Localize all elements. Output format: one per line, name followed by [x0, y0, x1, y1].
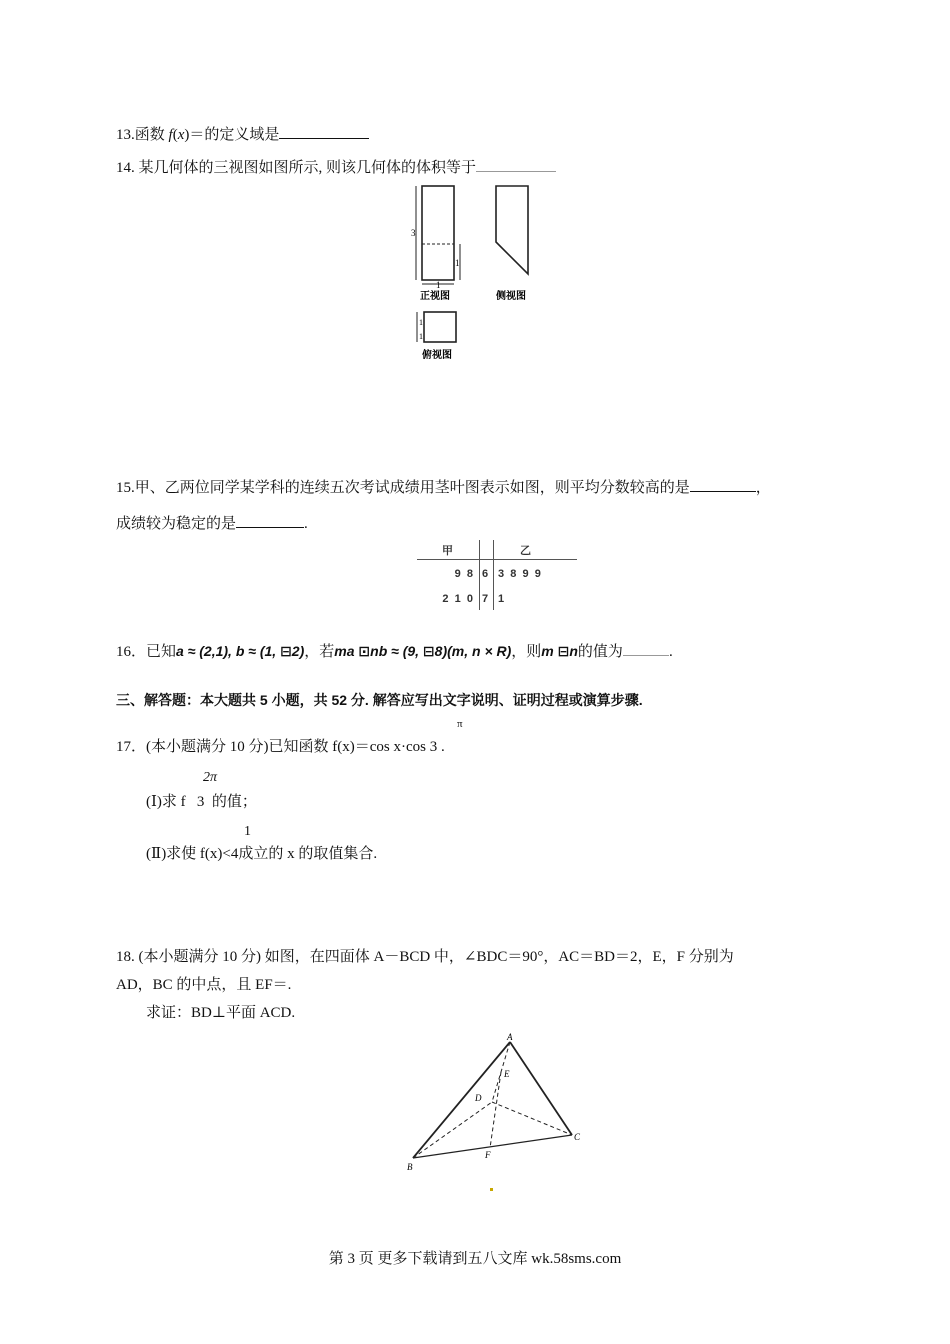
q15-comma: ，: [755, 480, 771, 496]
q18-line2: AD，BC 的中点，且 EF＝.: [116, 977, 292, 993]
q17-part1: (Ⅰ)求 f 3 的值；: [146, 794, 257, 810]
q13-func: f: [168, 127, 173, 143]
top-dim-label-1a: 1: [419, 318, 423, 327]
q17-pi-top: π: [457, 718, 463, 730]
q14-text: 14. 某几何体的三视图如图所示, 则该几何体的体积等于: [116, 160, 477, 176]
q13-prefix: 13.函数: [116, 127, 169, 143]
q18-line3: 求证：BD⊥平面 ACD.: [146, 1005, 296, 1021]
stem-leaf-plot: [417, 540, 577, 610]
q16-expr: m ⊟n: [541, 643, 578, 659]
stem-leaf-row2-stem: 7: [482, 593, 489, 605]
q16-mid: ，若: [304, 644, 335, 660]
top-view-label: 俯视图: [422, 350, 452, 361]
side-view-shape: [496, 186, 528, 274]
label-A: A: [507, 1032, 513, 1042]
q13-line: [116, 123, 369, 144]
q15-blank2: [236, 526, 304, 528]
q13-answer-blank: [279, 137, 369, 139]
dim-label-1-bottom: 1: [436, 280, 441, 290]
side-view-label: 侧视图: [496, 291, 526, 302]
label-B: B: [407, 1162, 413, 1172]
q16-vec1: a ≈ (2,1), b ≈ (1, ⊟2): [176, 643, 305, 659]
q15-text1: 15.甲、乙两位同学某学科的连续五次考试成绩用茎叶图表示如图，则平均分数较高的是: [116, 480, 690, 496]
section3-heading: 三、解答题：本大题共 5 小题，共 52 分. 解答应写出文字说明、证明过程或演算步骤.: [116, 692, 643, 708]
top-view-rect: [424, 312, 456, 342]
q13-suffix: ＝的定义域是: [189, 127, 280, 143]
edge-AC: [510, 1042, 572, 1135]
q13-var: x: [177, 127, 185, 143]
top-dim-label-1b: 1: [419, 332, 423, 341]
q18-line1: 18. (本小题满分 10 分) 如图，在四面体 A－BCD 中，∠BDC＝90°，AC＝BD＝2，E，F 分别为: [116, 949, 734, 965]
edge-AB: [413, 1042, 510, 1158]
segment-EF: [490, 1072, 501, 1148]
q17-line: 17．(本小题满分 10 分)已知函数 f(x)＝cos x·cos 3 .: [116, 739, 445, 755]
dim-label-3: 3: [411, 228, 416, 238]
q13-paren-open: (: [172, 127, 178, 143]
stem-leaf-hline: [417, 559, 577, 560]
stray-dot: [490, 1188, 493, 1191]
stem-leaf-vline-left: [479, 540, 480, 610]
label-D: D: [475, 1093, 482, 1103]
q17-part2: (Ⅱ)求使 f(x)<4成立的 x 的取值集合.: [146, 846, 378, 862]
stem-leaf-row1-left: 9 8: [454, 568, 473, 580]
label-E: E: [504, 1069, 510, 1079]
stem-leaf-header-right: 乙: [520, 545, 531, 557]
q16-line: 16．已知a ≈ (2,1), b ≈ (1, ⊟2)，若ma ⊡nb ≈ (9, ⊟8)(m, n × R)，则m ⊟n的值为 .: [116, 643, 673, 660]
stem-leaf-row1-stem: 6: [482, 568, 489, 580]
q14-line: [116, 156, 556, 177]
q15-line2: [116, 512, 308, 533]
edge-BC: [413, 1135, 572, 1158]
page-footer: 第 3 页 更多下载请到五八文库 wk.58sms.com: [328, 1251, 622, 1267]
q13-paren-close: ): [184, 127, 190, 143]
tetrahedron-figure: [400, 1030, 600, 1175]
q15-text2: 成绩较为稳定的是: [116, 516, 237, 532]
q14-answer-blank: [476, 170, 556, 172]
q17-part2-top: 1: [244, 824, 251, 839]
q16-prefix: 16．已知: [116, 644, 177, 660]
q15-blank1: [690, 490, 756, 492]
q15-period: .: [304, 516, 308, 532]
q16-mid2: ，则: [511, 644, 542, 660]
stem-leaf-vline-right: [493, 540, 494, 610]
label-C: C: [574, 1132, 581, 1142]
dim-label-1-right: 1: [455, 258, 460, 268]
q16-suffix: 的值为: [577, 644, 623, 660]
label-F: F: [485, 1150, 491, 1160]
stem-leaf-row2-left: 2 1 0: [442, 593, 473, 605]
three-view-figure: [410, 180, 560, 365]
stem-leaf-row2-right: 1: [498, 593, 505, 605]
q17-part1-top: 2π: [203, 770, 218, 785]
front-view-rect: [422, 186, 454, 280]
q16-blank: [623, 654, 669, 656]
front-view-label: 正视图: [420, 291, 450, 302]
q15-line1: [116, 476, 771, 497]
stem-leaf-header-left: 甲: [442, 545, 453, 557]
q16-vec2: ma ⊡nb ≈ (9, ⊟8)(m, n × R): [334, 643, 512, 659]
stem-leaf-row1-right: 3 8 9 9: [498, 568, 541, 580]
